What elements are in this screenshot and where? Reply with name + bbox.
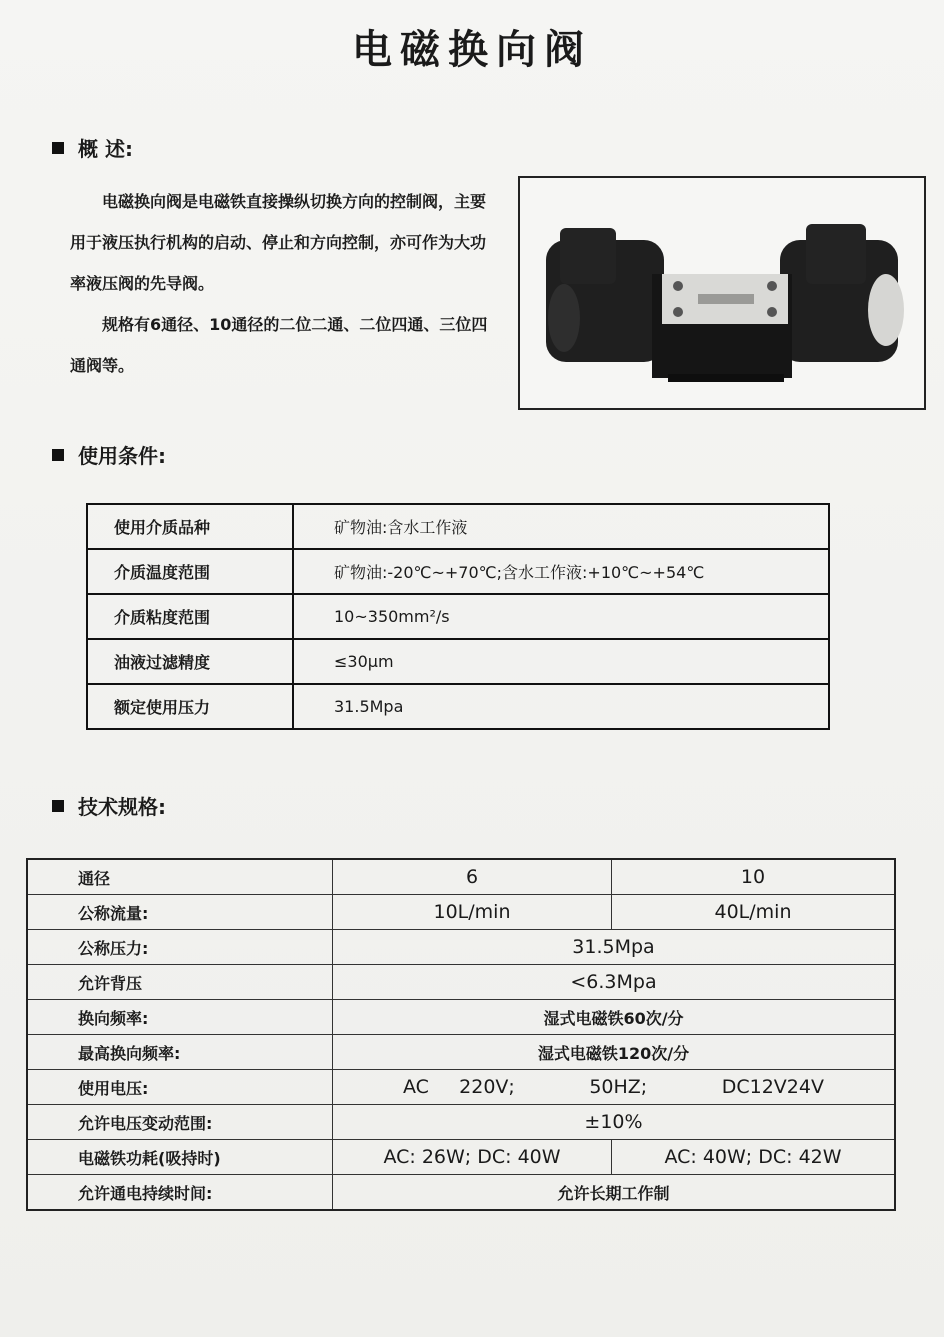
specs-heading [52, 791, 166, 820]
valve-photo [518, 176, 926, 410]
page-title: 电磁换向阀 [352, 27, 592, 73]
overview-paragraph-1: 电磁换向阀是电磁铁直接操纵切换方向的控制阀，主要用于液压执行机构的启动、停止和方向控制，亦可作为大功率液压阀的先导阀。 [70, 192, 487, 293]
spec-value: 湿式电磁铁60次/分 [333, 1000, 896, 1035]
spec-value: AC: 40W; DC: 42W [612, 1140, 896, 1175]
condition-value: ≤30μm [293, 639, 829, 684]
voltage-ac-value: 220V; [459, 1076, 515, 1098]
voltage-dc: DC12V24V [721, 1076, 824, 1098]
spec-value [333, 1070, 896, 1105]
square-bullet-icon [52, 142, 64, 154]
spec-value: 31.5Mpa [333, 930, 896, 965]
square-bullet-icon [52, 800, 64, 812]
specs-heading-text: 技术规格: [78, 795, 166, 819]
spec-label: 最高换向频率: [27, 1035, 333, 1070]
condition-label: 额定使用压力 [87, 684, 293, 729]
spec-label: 电磁铁功耗(吸持时) [27, 1140, 333, 1175]
square-bullet-icon [52, 449, 64, 461]
spec-value: 10 [612, 859, 896, 895]
table-row [27, 1035, 895, 1070]
table-row [27, 930, 895, 965]
conditions-table [86, 503, 830, 730]
condition-label: 油液过滤精度 [87, 639, 293, 684]
spec-value: 10L/min [333, 895, 612, 930]
table-row [87, 594, 829, 639]
table-row [87, 639, 829, 684]
condition-label: 使用介质品种 [87, 504, 293, 549]
spec-value: 40L/min [612, 895, 896, 930]
spec-value: ±10% [333, 1105, 896, 1140]
condition-value: 10~350mm²/s [293, 594, 829, 639]
overview-heading [52, 133, 133, 162]
voltage-ac-group [403, 1076, 515, 1098]
specs-table [26, 858, 896, 1211]
spec-value: 湿式电磁铁120次/分 [333, 1035, 896, 1070]
spec-label: 通径 [27, 859, 333, 895]
table-row [27, 859, 895, 895]
spec-value: <6.3Mpa [333, 965, 896, 1000]
table-row [27, 895, 895, 930]
spec-value: 6 [333, 859, 612, 895]
spec-label: 允许通电持续时间: [27, 1175, 333, 1211]
table-row [27, 1175, 895, 1211]
spec-value: 允许长期工作制 [333, 1175, 896, 1211]
spec-label: 允许电压变动范围: [27, 1105, 333, 1140]
condition-value: 矿物油:-20℃~+70℃;含水工作液:+10℃~+54℃ [293, 549, 829, 594]
spec-label: 换向频率: [27, 1000, 333, 1035]
valve-image [520, 178, 924, 408]
conditions-heading [52, 440, 166, 469]
table-row [87, 684, 829, 729]
voltage-hz: 50HZ; [589, 1076, 648, 1098]
overview-text [70, 181, 490, 386]
voltage-ac: AC [403, 1076, 429, 1098]
overview-heading-text: 概 述: [78, 137, 133, 161]
condition-label: 介质温度范围 [87, 549, 293, 594]
table-row [27, 1070, 895, 1105]
conditions-heading-text: 使用条件: [78, 444, 166, 468]
spec-label: 公称压力: [27, 930, 333, 965]
spec-label: 允许背压 [27, 965, 333, 1000]
table-row [27, 1105, 895, 1140]
spec-label: 公称流量: [27, 895, 333, 930]
table-row [87, 504, 829, 549]
table-row [27, 965, 895, 1000]
table-row [27, 1000, 895, 1035]
overview-paragraph-2: 规格有6通径、10通径的二位二通、二位四通、三位四通阀等。 [70, 315, 488, 375]
spec-label: 使用电压: [27, 1070, 333, 1105]
spec-value: AC: 26W; DC: 40W [333, 1140, 612, 1175]
condition-value: 矿物油:含水工作液 [293, 504, 829, 549]
condition-label: 介质粘度范围 [87, 594, 293, 639]
table-row [87, 549, 829, 594]
condition-value: 31.5Mpa [293, 684, 829, 729]
table-row [27, 1140, 895, 1175]
